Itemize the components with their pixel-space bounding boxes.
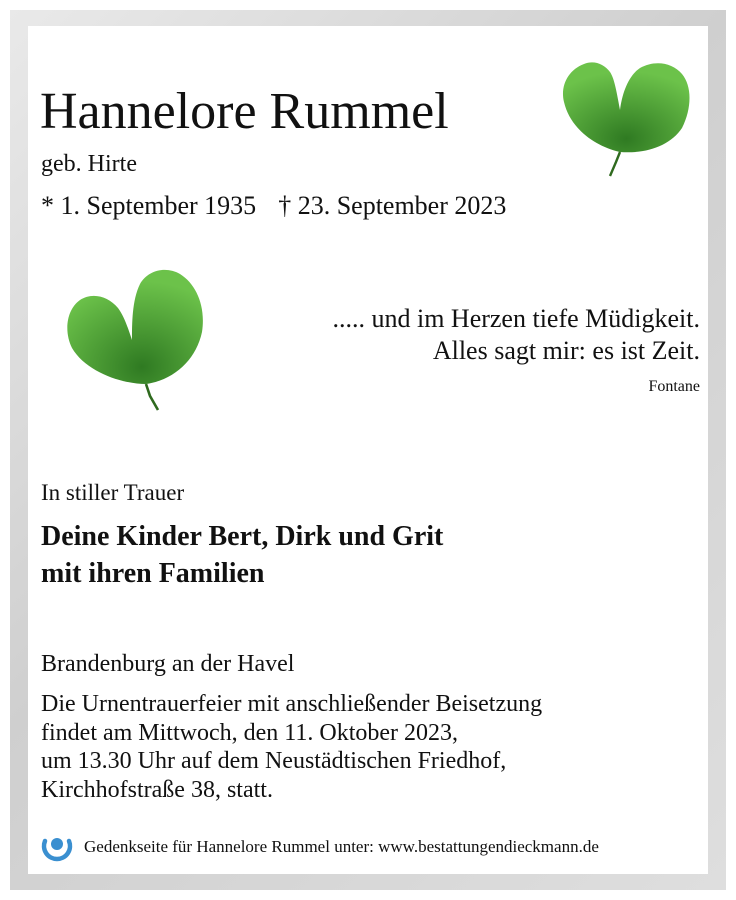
mourners-line: Deine Kinder Bert, Dirk und Grit	[41, 521, 444, 552]
ginkgo-leaf-icon	[62, 266, 208, 412]
quote-author: Fontane	[648, 378, 700, 395]
maiden-name: geb. Hirte	[41, 151, 137, 177]
mourners	[41, 518, 443, 592]
life-dates	[41, 191, 506, 221]
quote	[332, 303, 700, 367]
birth-date: * 1. September 1935	[41, 191, 257, 220]
quote-line: Alles sagt mir: es ist Zeit.	[432, 336, 700, 365]
mourning-intro: In stiller Trauer	[41, 480, 185, 505]
city: Brandenburg an der Havel	[41, 651, 295, 677]
death-date: † 23. September 2023	[278, 191, 507, 220]
ceremony-line: um 13.30 Uhr auf dem Neustädtischen Friedhof,	[41, 748, 507, 774]
ceremony-line: Die Urnentrauerfeier mit anschließender Beisetzung	[41, 691, 543, 717]
ginkgo-leaf-icon	[558, 50, 698, 182]
deceased-name: Hannelore Rummel	[40, 83, 449, 140]
footer	[40, 832, 599, 862]
quote-line: ..... und im Herzen tiefe Müdigkeit.	[332, 304, 700, 333]
ceremony-line: Kirchhofstraße 38, statt.	[41, 776, 273, 803]
memorial-page-link[interactable]: Gedenkseite für Hannelore Rummel unter: www.bestattungendieckmann.de	[84, 837, 599, 856]
ceremony-details	[41, 690, 542, 804]
ceremony-line: findet am Mittwoch, den 11. Oktober 2023,	[41, 719, 459, 746]
mourners-line: mit ihren Familien	[41, 558, 265, 589]
funeral-home-logo-icon	[40, 832, 74, 862]
